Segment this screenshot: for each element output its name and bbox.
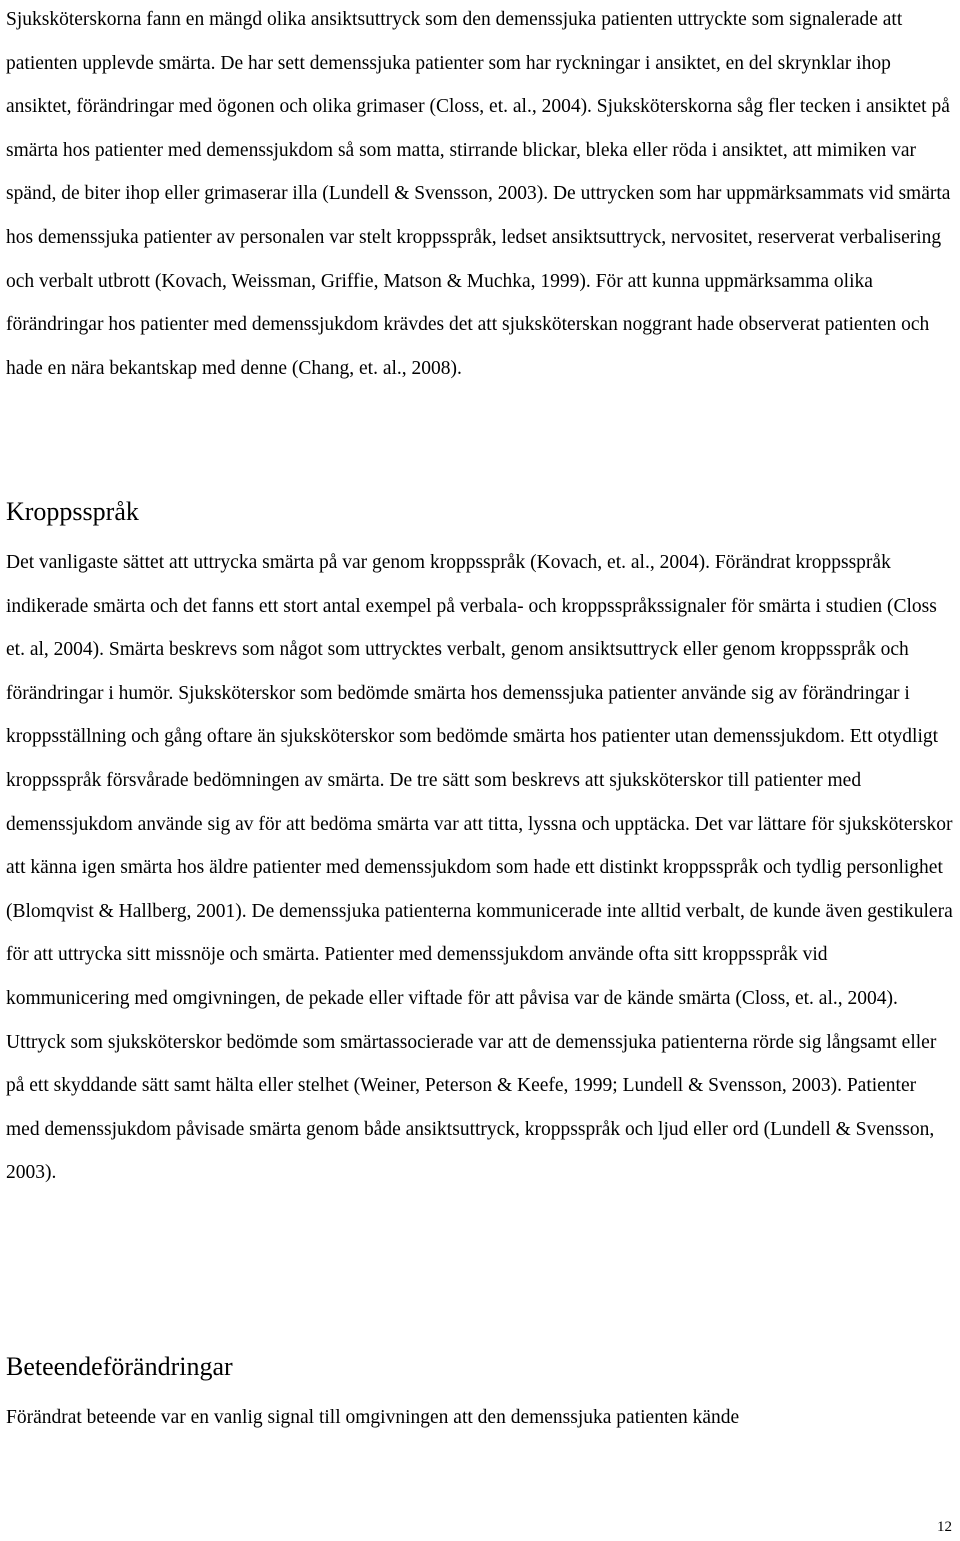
- page-number: 12: [937, 1519, 952, 1535]
- section-heading-beteendeforandringar: Beteendeförändringar: [6, 1352, 233, 1381]
- paragraph-behaviour-change: Förändrat beteende var en vanlig signal till omgivningen att den demenssjuka patienten kände: [6, 1407, 740, 1428]
- section-heading-kroppssprak: Kroppsspråk: [6, 497, 139, 526]
- paragraph-facial-expressions: Sjuksköterskorna fann en mängd olika ansiktsuttryck som den demenssjuka patienten uttryckte som signalerade att patienten upplevde smärta. De har sett demenssjuka patienter som har ryckningar i ansiktet, en del skrynklar ihop ansiktet, förändringar med ögonen och olika grimaser (Closs, et. al., 2004). Sjuksköterskorna såg fler tecken i ansiktet på smärta hos patienter med demenssjukdom så som matta, stirrande blickar, bleka eller röda i ansiktet, att mimiken var spänd, de biter ihop eller grimaserar illa (Lundell & Svensson, 2003). De uttrycken som har uppmärksammats vid smärta hos demenssjuka patienter av personalen var stelt kroppsspråk, ledset ansiktsuttryck, nervositet, reserverat verbalisering och verbalt utbrott (Kovach, Weissman, Griffie, Matson & Muchka, 1999). För att kunna uppmärksamma olika förändringar hos patienter med demenssjukdom krävdes det att sjuksköterskan noggrant hade observerat patienten och hade en nära bekantskap med denne (Chang, et. al., 2008).: [6, 9, 951, 379]
- paragraph-body-language: Det vanligaste sättet att uttrycka smärta på var genom kroppsspråk (Kovach, et. al., 2004). Förändrat kroppsspråk indikerade smärta och det fanns ett stort antal exempel på verbala- och kroppsspråkssignaler för smärta i studien (Closs et. al, 2004). Smärta beskrevs som något som uttrycktes verbalt, genom ansiktsuttryck eller genom kroppsspråk och förändringar i humör. Sjuksköterskor som bedömde smärta hos demenssjuka patienter använde sig av förändringar i kroppsställning och gång oftare än sjuksköterskor som bedömde smärta hos patienter utan demenssjukdom. Ett otydligt kroppsspråk försvårade bedömningen av smärta. De tre sätt som beskrevs att sjuksköterskor till patienter med demenssjukdom använde sig av för att bedöma smärta var att titta, lyssna och upptäcka. Det var lättare för sjuksköterskor att känna igen smärta hos äldre patienter med demenssjukdom som hade ett distinkt kroppsspråk och tydlig personlighet (Blomqvist & Hallberg, 2001). De demenssjuka patienterna kommunicerade inte alltid verbalt, de kunde även gestikulera för att uttrycka sitt missnöje och smärta. Patienter med demenssjukdom använde ofta sitt kroppsspråk vid kommunicering med omgivningen, de pekade eller viftade för att påvisa var de kände smärta (Closs, et. al., 2004). Uttryck som sjuksköterskor bedömde som smärtassocierade var att de demenssjuka patienterna rörde sig långsamt eller på ett skyddande sätt samt hälta eller stelhet (Weiner, Peterson & Keefe, 1999; Lundell & Svensson, 2003). Patienter med demenssjukdom påvisade smärta genom både ansiktsuttryck, kroppsspråk och ljud eller ord (Lundell & Svensson, 2003).: [6, 552, 953, 1184]
